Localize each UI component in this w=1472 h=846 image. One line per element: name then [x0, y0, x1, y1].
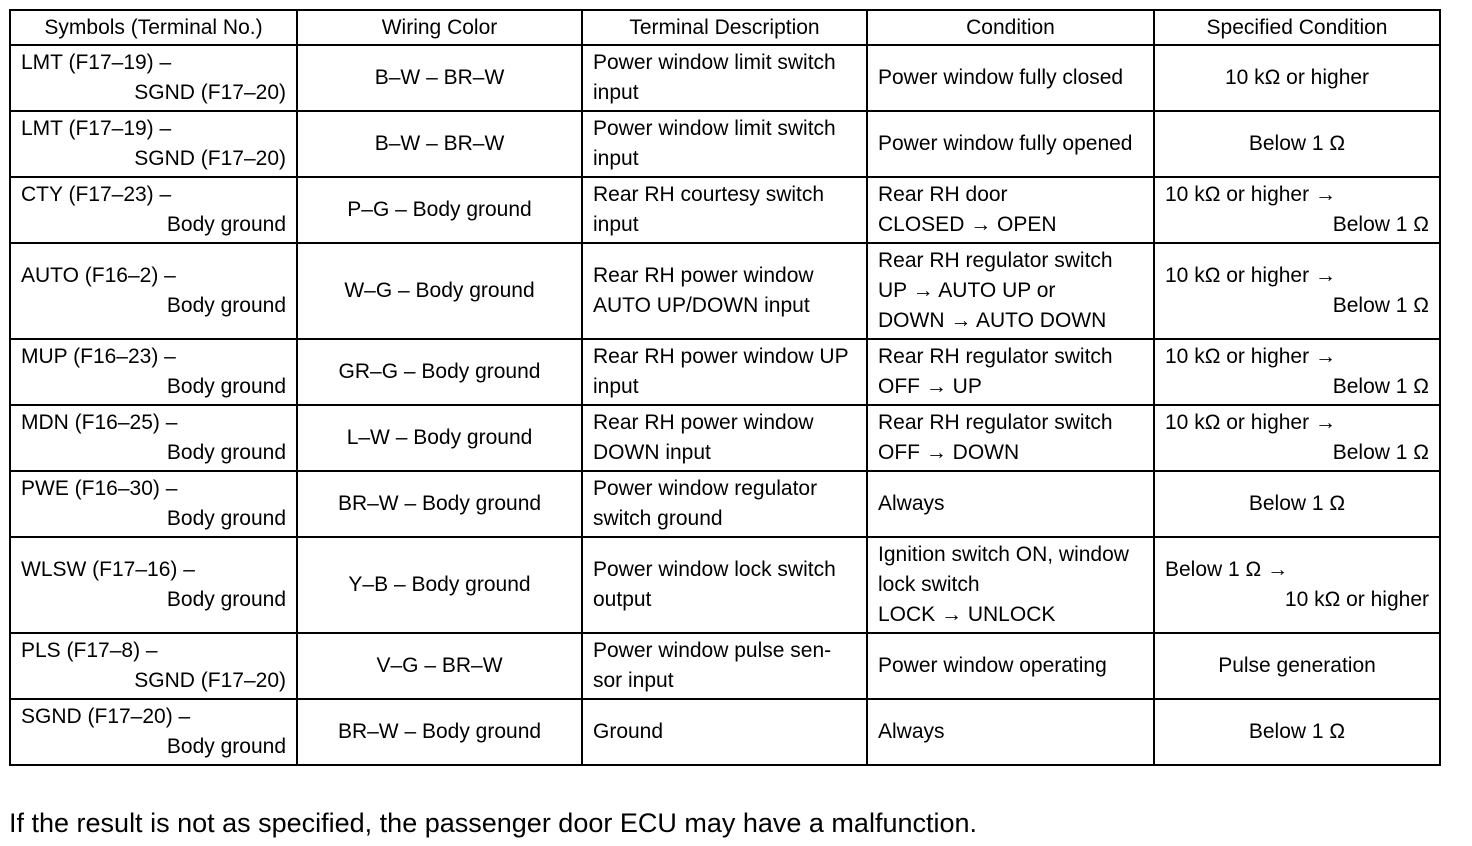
- symbol-terminal: LMT (F17–19) –: [21, 117, 172, 140]
- cell-condition: Always: [867, 471, 1154, 537]
- cell-wiring-color: P–G – Body ground: [297, 177, 582, 243]
- cell-symbol: [10, 471, 297, 537]
- terminal-spec-table: [9, 9, 1441, 766]
- cell-specified-condition: 10 kΩ or higher: [1154, 45, 1440, 111]
- cell-wiring-color: B–W – BR–W: [297, 45, 582, 111]
- symbol-terminal: LMT (F17–19) –: [21, 51, 172, 74]
- cell-wiring-color: GR–G – Body ground: [297, 339, 582, 405]
- header-terminal-description: Terminal Description: [582, 10, 867, 45]
- cell-specified-condition: [1154, 405, 1440, 471]
- cell-specified-condition: [1154, 537, 1440, 633]
- cell-condition: Rear RH regulator switch UP → AUTO UP or DOWN → AUTO DOWN: [867, 243, 1154, 339]
- symbol-reference: Body ground: [166, 294, 286, 317]
- cell-terminal-description: Power window pulse sen- sor input: [582, 633, 867, 699]
- header-wiring-color: Wiring Color: [297, 10, 582, 45]
- symbol-reference: SGND (F17–20): [134, 669, 286, 692]
- cell-specified-condition: [1154, 243, 1440, 339]
- spec-from: 10 kΩ or higher →: [1165, 411, 1336, 434]
- cell-symbol: [10, 111, 297, 177]
- cell-wiring-color: W–G – Body ground: [297, 243, 582, 339]
- footnote: If the result is not as specified, the passenger door ECU may have a malfunction.: [9, 808, 978, 838]
- cell-condition: Rear RH regulator switch OFF → UP: [867, 339, 1154, 405]
- cell-specified-condition: [1154, 177, 1440, 243]
- spec-to: Below 1 Ω: [1332, 213, 1429, 236]
- symbol-terminal: MUP (F16–23) –: [21, 345, 176, 368]
- symbol-reference: Body ground: [166, 735, 286, 758]
- cell-symbol: [10, 405, 297, 471]
- cell-condition: Rear RH door CLOSED → OPEN: [867, 177, 1154, 243]
- cell-specified-condition: Pulse generation: [1154, 633, 1440, 699]
- symbol-terminal: CTY (F17–23) –: [21, 183, 172, 206]
- table-row: [10, 243, 1440, 339]
- table-row: [10, 633, 1440, 699]
- symbol-terminal: WLSW (F17–16) –: [21, 558, 195, 581]
- cell-terminal-description: Power window limit switch input: [582, 111, 867, 177]
- symbol-reference: SGND (F17–20): [134, 81, 286, 104]
- symbol-reference: Body ground: [166, 375, 286, 398]
- cell-terminal-description: Ground: [582, 699, 867, 765]
- cell-condition: Power window fully closed: [867, 45, 1154, 111]
- spec-to: 10 kΩ or higher: [1284, 588, 1429, 611]
- spec-to: Below 1 Ω: [1332, 375, 1429, 398]
- table-row: [10, 111, 1440, 177]
- table-row: [10, 699, 1440, 765]
- cell-terminal-description: Power window regulator switch ground: [582, 471, 867, 537]
- cell-symbol: [10, 633, 297, 699]
- symbol-reference: Body ground: [166, 507, 286, 530]
- symbol-terminal: AUTO (F16–2) –: [21, 264, 176, 287]
- cell-wiring-color: Y–B – Body ground: [297, 537, 582, 633]
- cell-condition: Always: [867, 699, 1154, 765]
- header-condition: Condition: [867, 10, 1154, 45]
- cell-symbol: [10, 177, 297, 243]
- table-body: [10, 45, 1440, 765]
- cell-specified-condition: [1154, 339, 1440, 405]
- spec-from: Below 1 Ω →: [1165, 558, 1289, 581]
- cell-specified-condition: Below 1 Ω: [1154, 699, 1440, 765]
- cell-symbol: [10, 339, 297, 405]
- spec-to: Below 1 Ω: [1332, 294, 1429, 317]
- cell-terminal-description: Rear RH power window UP input: [582, 339, 867, 405]
- symbol-terminal: PLS (F17–8) –: [21, 639, 158, 662]
- cell-condition: Power window operating: [867, 633, 1154, 699]
- cell-symbol: [10, 243, 297, 339]
- spec-to: Below 1 Ω: [1332, 441, 1429, 464]
- symbol-terminal: MDN (F16–25) –: [21, 411, 178, 434]
- table-row: [10, 471, 1440, 537]
- symbol-reference: Body ground: [166, 588, 286, 611]
- spec-from: 10 kΩ or higher →: [1165, 183, 1336, 206]
- header-symbols: Symbols (Terminal No.): [10, 10, 297, 45]
- cell-wiring-color: L–W – Body ground: [297, 405, 582, 471]
- cell-wiring-color: BR–W – Body ground: [297, 471, 582, 537]
- table-row: [10, 339, 1440, 405]
- spec-from: 10 kΩ or higher →: [1165, 345, 1336, 368]
- cell-specified-condition: Below 1 Ω: [1154, 471, 1440, 537]
- cell-terminal-description: Rear RH power window DOWN input: [582, 405, 867, 471]
- cell-symbol: [10, 45, 297, 111]
- cell-specified-condition: Below 1 Ω: [1154, 111, 1440, 177]
- symbol-reference: Body ground: [166, 441, 286, 464]
- cell-condition: Ignition switch ON, window lock switch LOCK → UNLOCK: [867, 537, 1154, 633]
- table-row: [10, 177, 1440, 243]
- cell-wiring-color: BR–W – Body ground: [297, 699, 582, 765]
- symbol-terminal: PWE (F16–30) –: [21, 477, 178, 500]
- table-row: [10, 45, 1440, 111]
- cell-terminal-description: Power window lock switch output: [582, 537, 867, 633]
- header-specified-condition: Specified Condition: [1154, 10, 1440, 45]
- cell-terminal-description: Rear RH power window AUTO UP/DOWN input: [582, 243, 867, 339]
- cell-condition: Rear RH regulator switch OFF → DOWN: [867, 405, 1154, 471]
- cell-wiring-color: B–W – BR–W: [297, 111, 582, 177]
- cell-symbol: [10, 699, 297, 765]
- table-row: [10, 537, 1440, 633]
- cell-terminal-description: Rear RH courtesy switch input: [582, 177, 867, 243]
- cell-symbol: [10, 537, 297, 633]
- cell-terminal-description: Power window limit switch input: [582, 45, 867, 111]
- cell-condition: Power window fully opened: [867, 111, 1154, 177]
- table-header-row: [10, 10, 1440, 45]
- table-row: [10, 405, 1440, 471]
- spec-from: 10 kΩ or higher →: [1165, 264, 1336, 287]
- symbol-terminal: SGND (F17–20) –: [21, 705, 191, 728]
- symbol-reference: SGND (F17–20): [134, 147, 286, 170]
- cell-wiring-color: V–G – BR–W: [297, 633, 582, 699]
- symbol-reference: Body ground: [166, 213, 286, 236]
